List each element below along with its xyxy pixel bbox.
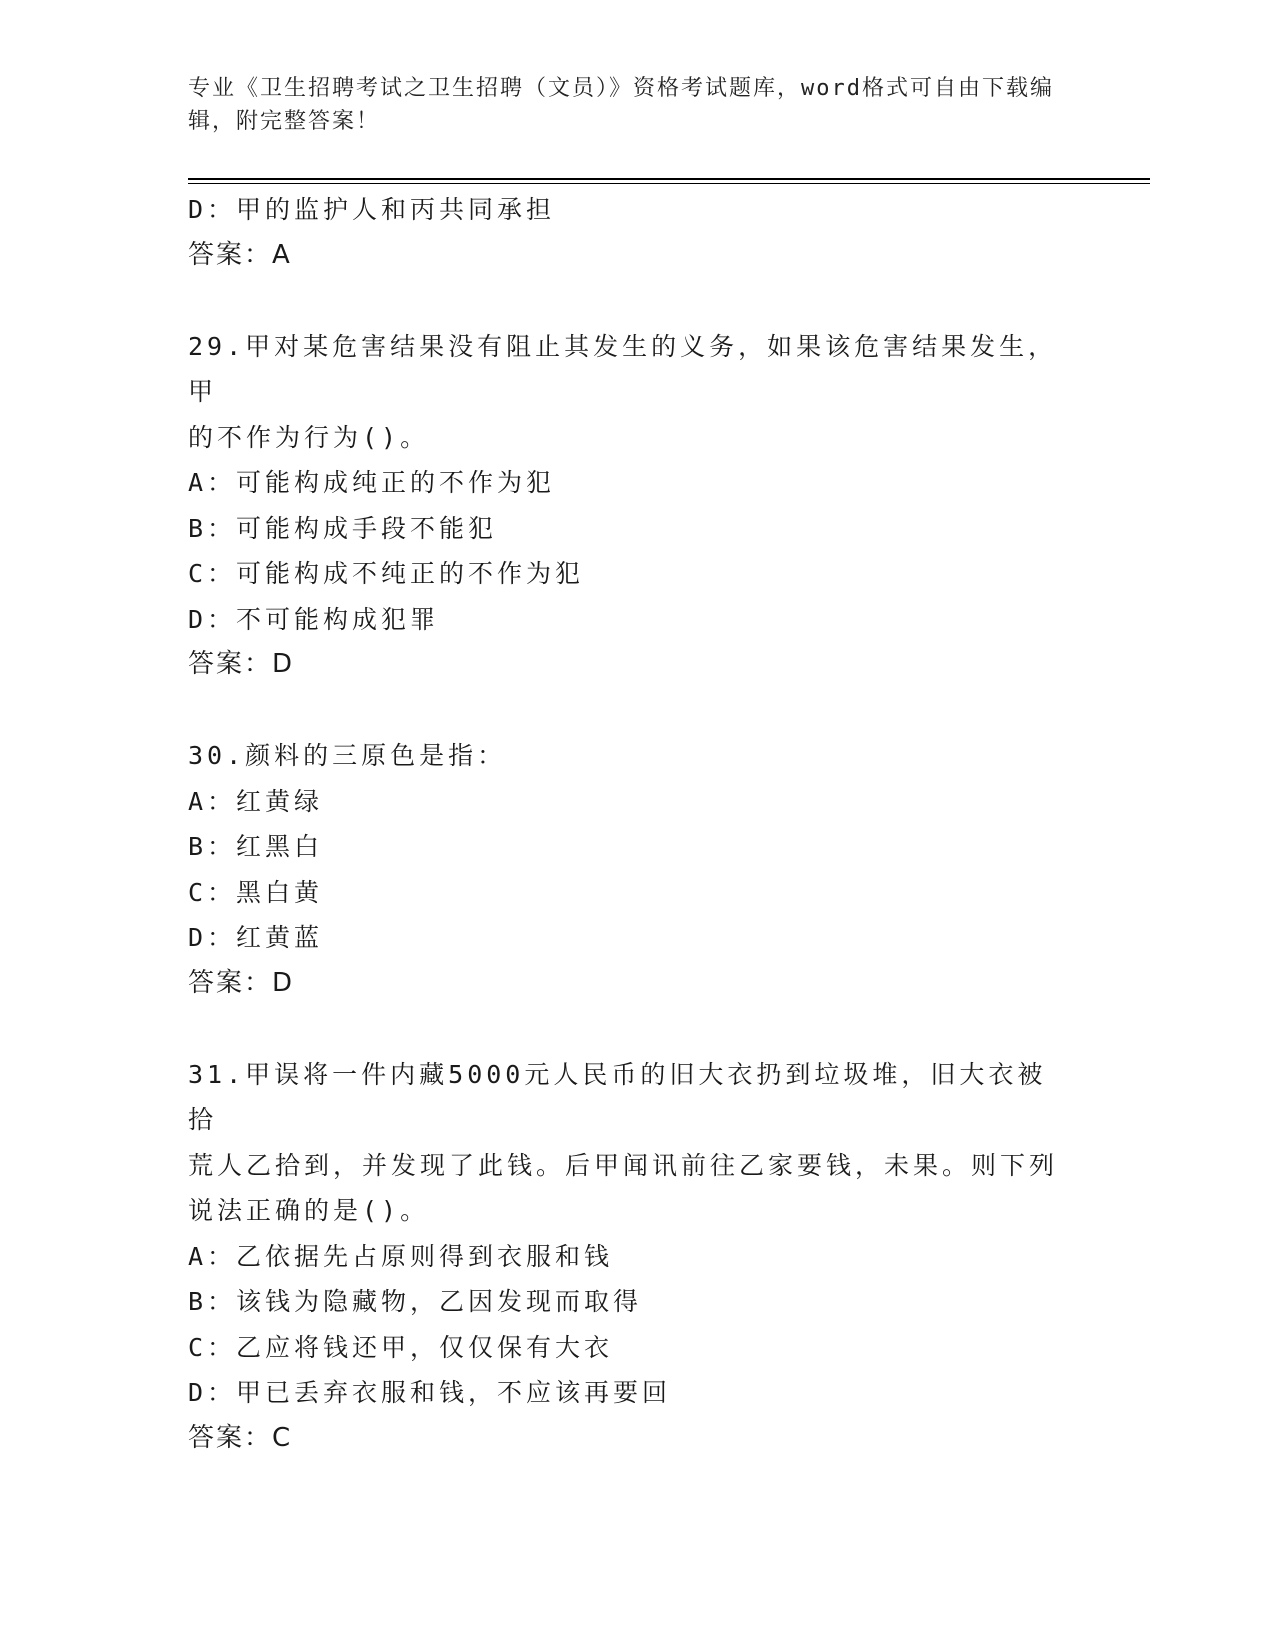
question-stem-line: 说法正确的是()。 <box>188 1196 430 1225</box>
option-c: C：黑白黄 <box>188 877 324 907</box>
option-a: A：可能构成纯正的不作为犯 <box>188 468 556 497</box>
answer-line: 答案：D <box>188 967 295 998</box>
option-b: B：可能构成手段不能犯 <box>188 513 498 543</box>
option-d: D：红黄蓝 <box>188 923 324 952</box>
question-stem-line: 荒人乙拾到，并发现了此钱。后甲闻讯前往乙家要钱，未果。则下列 <box>188 1150 1059 1180</box>
question-stem-line: 31.甲误将一件内藏5000元人民币的旧大衣扔到垃圾堆，旧大衣被拾 <box>188 1059 1047 1134</box>
option-b: B：红黑白 <box>188 832 324 861</box>
question-stem-line: 30.颜料的三原色是指： <box>188 741 507 770</box>
header-divider-thick <box>188 178 1150 180</box>
option-c: C：可能构成不纯正的不作为犯 <box>188 559 585 588</box>
question-stem-line: 29.甲对某危害结果没有阻止其发生的义务，如果该危害结果发生，甲 <box>188 331 1058 406</box>
option-d: D：甲的监护人和丙共同承担 <box>188 195 556 224</box>
option-d: D：甲已丢弃衣服和钱，不应该再要回 <box>188 1378 672 1407</box>
question-31 <box>188 1052 1088 1462</box>
option-a: A：乙依据先占原则得到衣服和钱 <box>188 1241 614 1271</box>
header-divider-thin <box>188 183 1150 184</box>
previous-question-tail <box>188 187 1088 278</box>
question-content <box>188 187 1088 1461</box>
option-c: C：乙应将钱还甲，仅仅保有大衣 <box>188 1332 614 1362</box>
question-30 <box>188 733 1088 1006</box>
answer-line: 答案：D <box>188 649 295 679</box>
option-b: B：该钱为隐藏物，乙因发现而取得 <box>188 1287 643 1316</box>
option-d: D：不可能构成犯罪 <box>188 604 440 634</box>
answer-line: 答案：C <box>188 1422 293 1453</box>
question-stem-line: 的不作为行为()。 <box>188 422 430 452</box>
document-header: 专业《卫生招聘考试之卫生招聘（文员）》资格考试题库，word格式可自由下载编辑，附完整答案！ <box>188 76 1054 134</box>
question-29 <box>188 324 1088 688</box>
option-a: A：红黄绿 <box>188 786 324 816</box>
answer-line: 答案：A <box>188 239 292 270</box>
